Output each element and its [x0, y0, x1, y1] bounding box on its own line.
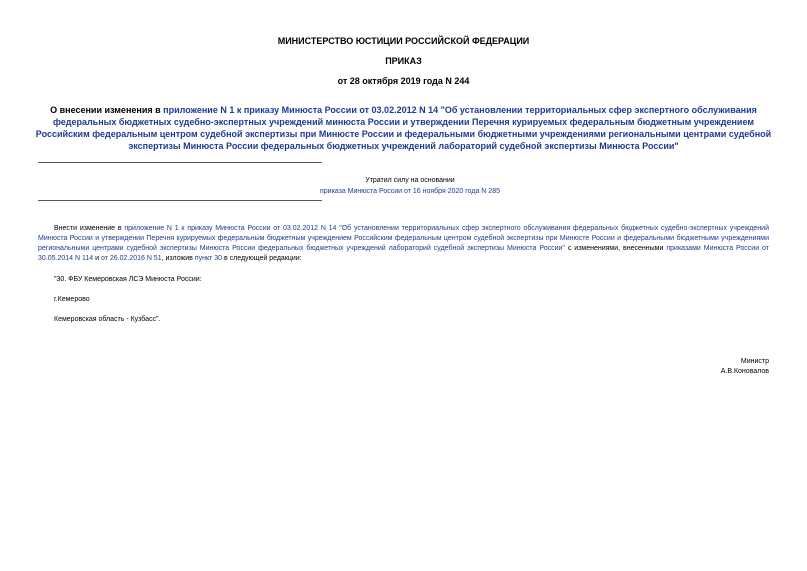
lost-force-basis-link[interactable]: приказа Минюста России от 16 ноября 2020 года N 285	[319, 188, 500, 195]
signatory-position: Министр	[740, 358, 769, 365]
body-text-end: в следующей редакции:	[222, 255, 302, 262]
body-link-annex[interactable]: приложение N 1 к приказу Минюста России от 03.02.2012 N 14 "Об установлении территориальных сфер экспертного обслуживания федеральных бюджетных судебно-экспертных учреждений Минюста России и утверждении Перечня курируемых федеральным бюджетным учреждением Российским федеральным центром судебной экспертизы при Минюсте России и федеральными бюджетными учреждениями региональными центрами судебной экспертизы Минюста России федеральных бюджетных учреждений лабораторий судебной экспертизы Минюста России"	[38, 225, 769, 252]
document-date-heading: от 28 октября 2019 года N 244	[337, 76, 470, 86]
quoted-line-3: Кемеровская область - Кузбасс".	[54, 316, 161, 323]
document-type-heading: ПРИКАЗ	[385, 56, 422, 66]
body-paragraph	[38, 224, 769, 264]
quoted-line-1: "30. ФБУ Кемеровская ЛСЭ Минюста России:	[54, 276, 202, 283]
title-prefix: О внесении изменения в	[50, 105, 164, 115]
divider-top	[38, 162, 322, 163]
quoted-line-2: г.Кемерово	[54, 296, 90, 303]
signatory-name: А.В.Коновалов	[720, 368, 769, 375]
body-link-item-30[interactable]: пункт 30	[194, 255, 223, 262]
lost-force-label: Утратил силу на основании	[365, 177, 455, 184]
body-text-amended: с изменениями, внесенными	[564, 245, 667, 252]
body-text-start: Внести изменение в	[54, 225, 125, 232]
body-link-order-51[interactable]: от 26.02.2016 N 51	[100, 255, 162, 262]
body-text-and: и	[93, 255, 101, 262]
ministry-heading: МИНИСТЕРСТВО ЮСТИЦИИ РОССИЙСКОЙ ФЕДЕРАЦИИ	[277, 36, 530, 46]
document-title	[30, 104, 777, 152]
lost-force-note	[300, 175, 520, 197]
body-text-stating: , изложив	[161, 255, 195, 262]
divider-bottom	[38, 200, 322, 201]
body-link-order-114[interactable]: приказами Минюста России от 30.05.2014 N 114	[38, 245, 770, 262]
title-link[interactable]: приложение N 1 к приказу Минюста России от 03.02.2012 N 14 "Об установлении территориальных сфер экспертного обслуживания федеральных бюджетных судебно-экспертных учреждений минюста России и утверждении Перечня курируемых федеральным бюджетным учреждением Российским федеральным центром судебной экспертизы при Минюсте России и федеральными бюджетными учреждениями региональными центрами судебной экспертизы Минюста России федеральных бюджетных учреждений лабораторий судебной экспертизы Минюста России"	[35, 105, 772, 151]
